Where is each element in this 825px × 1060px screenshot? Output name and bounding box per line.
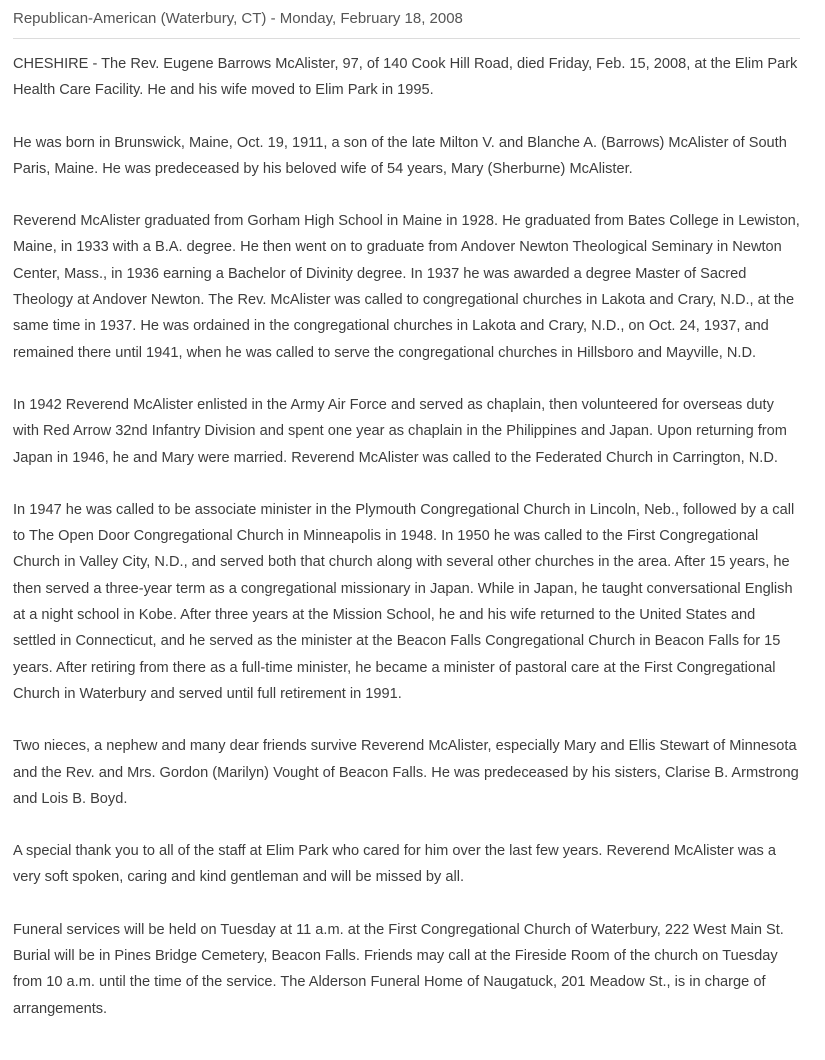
paragraph-6: Two nieces, a nephew and many dear friends survive Reverend McAlister, especially Mary and Ellis Stewart of Minnesota and the Rev. and Mrs. Gordon (Marilyn) Vought of Beacon Falls. He was predeceased by his sisters, Clarise B. Armstrong and Lois B. Boyd. <box>13 738 799 807</box>
source-line: Republican-American (Waterbury, CT) - Monday, February 18, 2008 <box>13 8 800 39</box>
paragraph-7: A special thank you to all of the staff at Elim Park who cared for him over the last few years. Reverend McAlister was a very soft spoken, caring and kind gentleman and will be missed by all. <box>13 843 777 886</box>
paragraph-8: Funeral services will be held on Tuesday at 11 a.m. at the First Congregational Church of Waterbury, 222 West Main St. Burial will be in Pines Bridge Cemetery, Beacon Falls. Friends may call at the Fireside Room of the church on Tuesday from 10 a.m. until the time of the service. The Alderson Funeral Home of Naugatuck, 201 Meadow St., is in charge of arrangements. <box>13 921 784 1017</box>
paragraph-1: CHESHIRE - The Rev. Eugene Barrows McAlister, 97, of 140 Cook Hill Road, died Friday, Feb. 15, 2008, at the Elim Park Health Care Facility. He and his wife moved to Elim Park in 1995. <box>13 56 798 99</box>
paragraph-2: He was born in Brunswick, Maine, Oct. 19, 1911, a son of the late Milton V. and Blanche A. (Barrows) McAlister of South Paris, Maine. He was predeceased by his beloved wife of 54 years, Mary (Sherburne) McAlister. <box>13 134 787 177</box>
article-body <box>13 51 800 1022</box>
paragraph-5: In 1947 he was called to be associate minister in the Plymouth Congregational Church in Lincoln, Neb., followed by a call to The Open Door Congregational Church in Minneapolis in 1948. In 1950 he was called to the First Congregational Church in Valley City, N.D., and served both that church along with several other churches in the area. After 15 years, he then served a three-year term as a congregational missionary in Japan. While in Japan, he taught conversational English at a night school in Kobe. After three years at the Mission School, he and his wife returned to the United States and settled in Connecticut, and he served as the minister at the Beacon Falls Congregational Church in Beacon Falls for 15 years. After retiring from there as a full-time minister, he became a minister of pastoral care at the First Congregational Church in Waterbury and served until full retirement in 1991. <box>13 501 795 702</box>
paragraph-3: Reverend McAlister graduated from Gorham High School in Maine in 1928. He graduated from Bates College in Lewiston, Maine, in 1933 with a B.A. degree. He then went on to graduate from Andover Newton Theological Seminary in Newton Center, Mass., in 1936 earning a Bachelor of Divinity degree. In 1937 he was awarded a degree Master of Sacred Theology at Andover Newton. The Rev. McAlister was called to congregational churches in Lakota and Crary, N.D., at the same time in 1937. He was ordained in the congregational churches in Lakota and Crary, N.D., on Oct. 24, 1937, and remained there until 1941, when he was called to serve the congregational churches in Hillsboro and Mayville, N.D. <box>13 213 800 361</box>
paragraph-4: In 1942 Reverend McAlister enlisted in the Army Air Force and served as chaplain, then volunteered for overseas duty with Red Arrow 32nd Infantry Division and spent one year as chaplain in the Philippines and Japan. Upon returning from Japan in 1946, he and Mary were married. Reverend McAlister was called to the Federated Church in Carrington, N.D. <box>13 396 787 466</box>
